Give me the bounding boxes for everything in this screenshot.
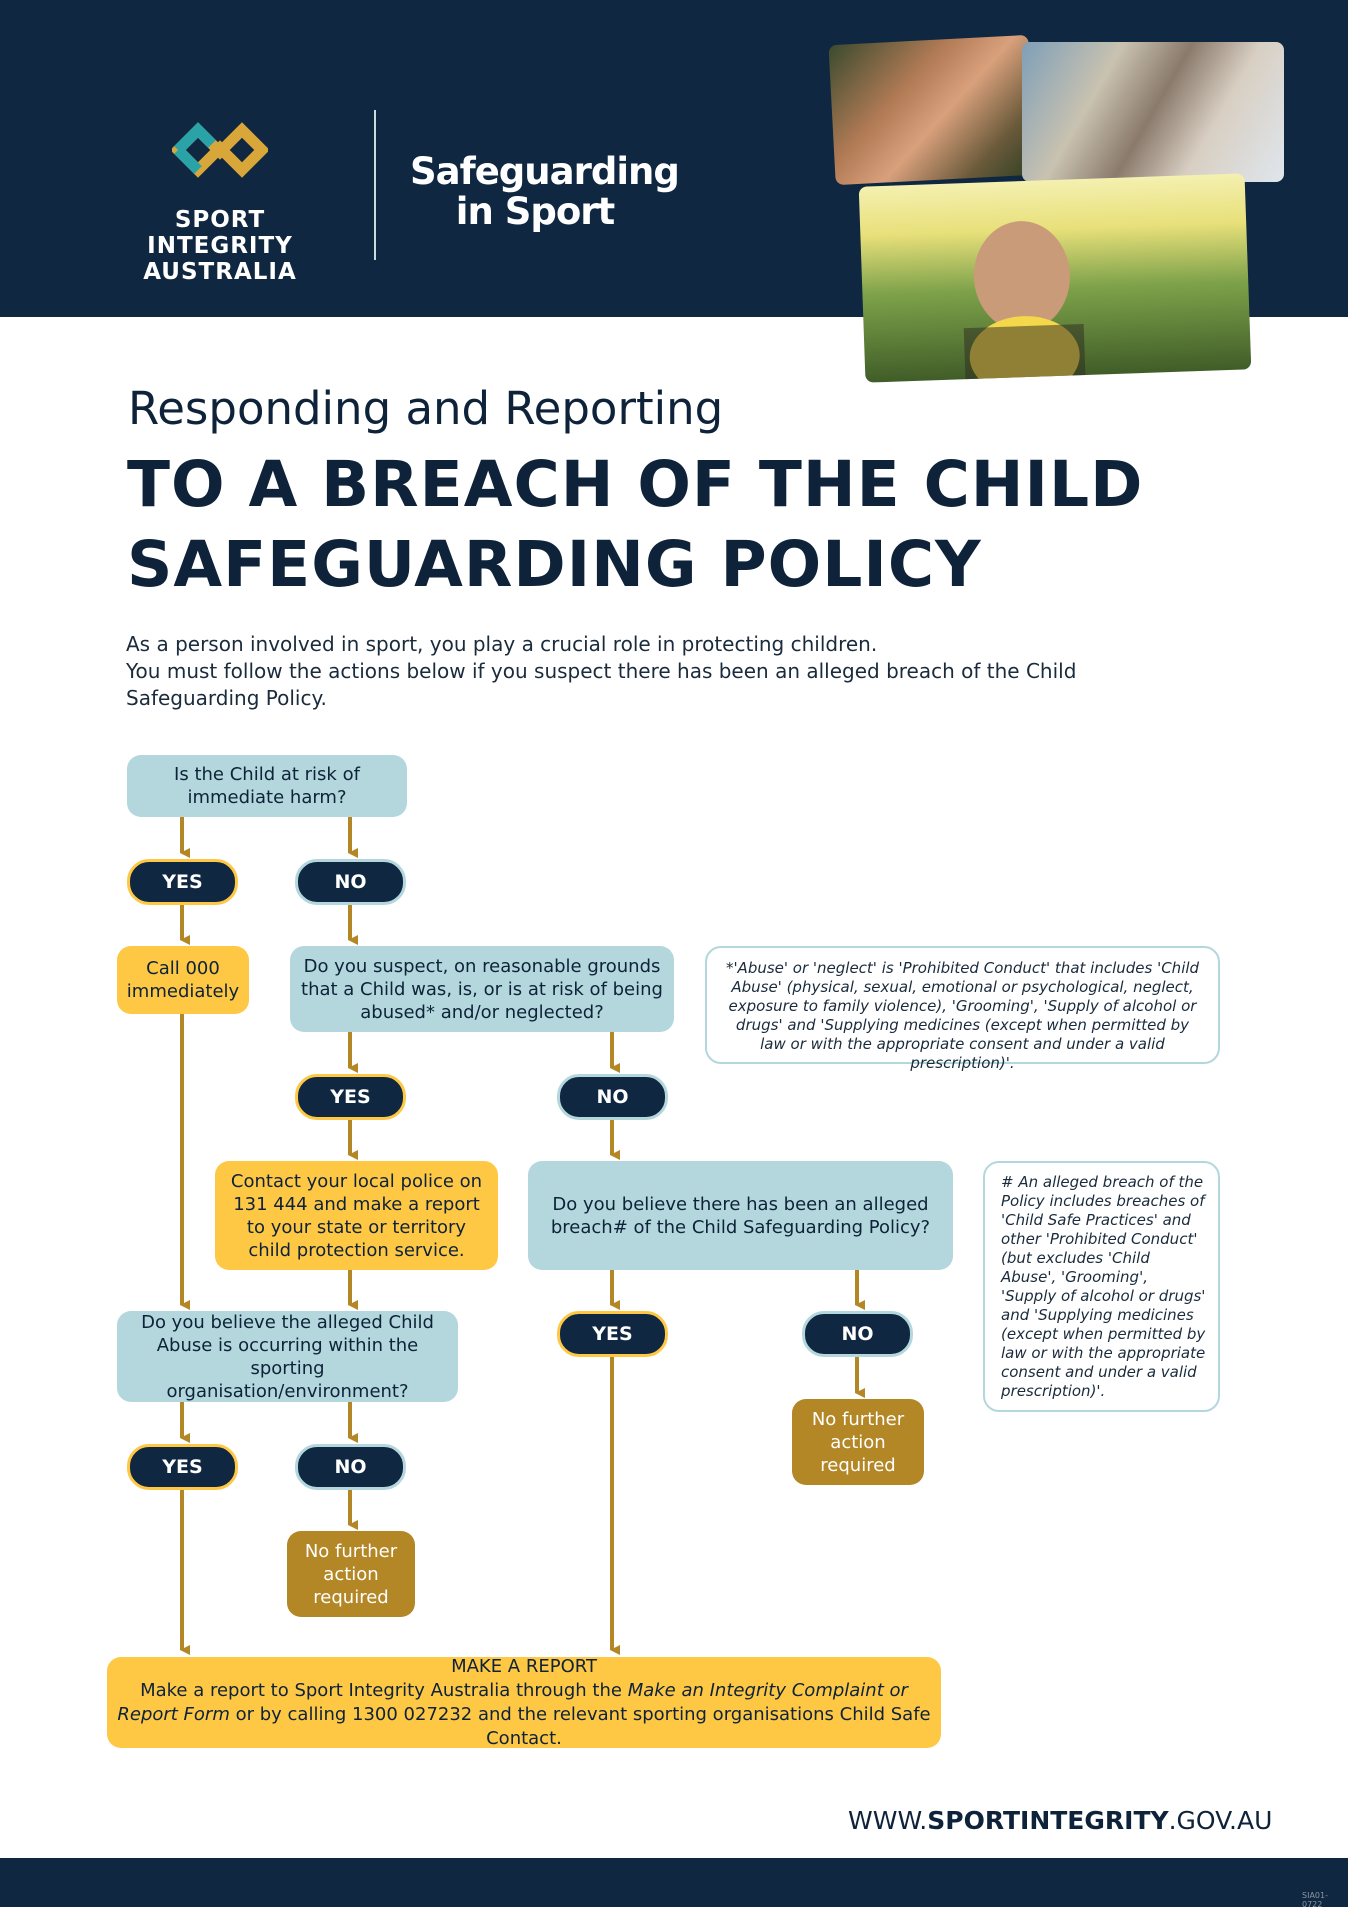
question-alleged-breach: Do you believe there has been an alleged breach# of the Child Safeguarding Policy? xyxy=(528,1161,953,1270)
answer-yes-3: YES xyxy=(557,1311,668,1357)
answer-yes-2: YES xyxy=(295,1074,406,1120)
action-call-000: Call 000 immediately xyxy=(117,946,249,1014)
brand-name-line2: AUSTRALIA xyxy=(143,259,297,285)
question-within-organisation: Do you believe the alleged Child Abuse is occurring within the sporting organisation/environment? xyxy=(117,1311,458,1402)
action-contact-police: Contact your local police on 131 444 and make a report to your state or territory child protection service. xyxy=(215,1161,498,1270)
subtitle: Responding and Reporting xyxy=(128,382,724,435)
title-line1: TO A BREACH OF THE CHILD xyxy=(127,448,1144,521)
url-bold: SPORTINTEGRITY xyxy=(927,1806,1169,1835)
url-suffix: .GOV.AU xyxy=(1168,1806,1273,1835)
answer-no-1: NO xyxy=(295,859,406,905)
question-suspect-abuse: Do you suspect, on reasonable grounds that a Child was, is, or is at risk of being abused* and/or neglected? xyxy=(290,946,674,1032)
note-breach-definition: # An alleged breach of the Policy includes breaches of 'Child Safe Practices' and other 'Prohibited Conduct' (but excludes 'Child Abuse', 'Grooming', 'Supply of alcohol or drugs' and 'Supplying medicines (except when permitted by law or with the appropriate consent and under a valid prescription)'. xyxy=(983,1161,1220,1412)
title-line2: SAFEGUARDING POLICY xyxy=(127,528,982,601)
url-prefix: WWW. xyxy=(848,1806,928,1835)
answer-no-3: NO xyxy=(802,1311,913,1357)
answer-no-4: NO xyxy=(295,1444,406,1490)
report-heading: MAKE A REPORT xyxy=(451,1655,597,1677)
answer-yes-4: YES xyxy=(127,1444,238,1490)
question-immediate-harm: Is the Child at risk of immediate harm? xyxy=(127,755,407,817)
document-code: SIA01-0722 xyxy=(1302,1891,1328,1909)
note-abuse-definition: *'Abuse' or 'neglect' is 'Prohibited Conduct' that includes 'Child Abuse' (physical, sexual, emotional or psychological, neglect, exposure to family violence), 'Grooming', 'Supply of alcohol or drugs' and 'Supplying medicines (except when permitted by law or with the appropriate consent and under a valid prescription)'. xyxy=(705,946,1220,1064)
answer-yes-1: YES xyxy=(127,859,238,905)
report-body xyxy=(107,1679,941,1751)
footer-bar xyxy=(0,1858,1348,1907)
brand-name-line1: SPORT INTEGRITY xyxy=(147,207,293,259)
program-name-line2: in Sport xyxy=(455,190,615,233)
program-name-line1: Safeguarding xyxy=(410,150,679,193)
intro-line2: You must follow the actions below if you suspect there has been an alleged breach of the Child Safeguarding Policy. xyxy=(126,659,1077,710)
report-form-link[interactable]: Make an Integrity Complaint or Report Form xyxy=(117,1679,908,1725)
make-a-report-box xyxy=(107,1657,941,1748)
outcome-no-further-action-2: No further action required xyxy=(287,1531,415,1617)
outcome-no-further-action-1: No further action required xyxy=(792,1399,924,1485)
website-url[interactable] xyxy=(848,1806,1272,1835)
report-text-1: Make a report to Sport Integrity Australia through the xyxy=(140,1679,622,1701)
answer-no-2: NO xyxy=(557,1074,668,1120)
report-text-2: or by calling 1300 027232 and the relevant sporting organisations Child Safe Contact. xyxy=(235,1703,931,1749)
intro-line1: As a person involved in sport, you play a crucial role in protecting children. xyxy=(126,632,878,656)
